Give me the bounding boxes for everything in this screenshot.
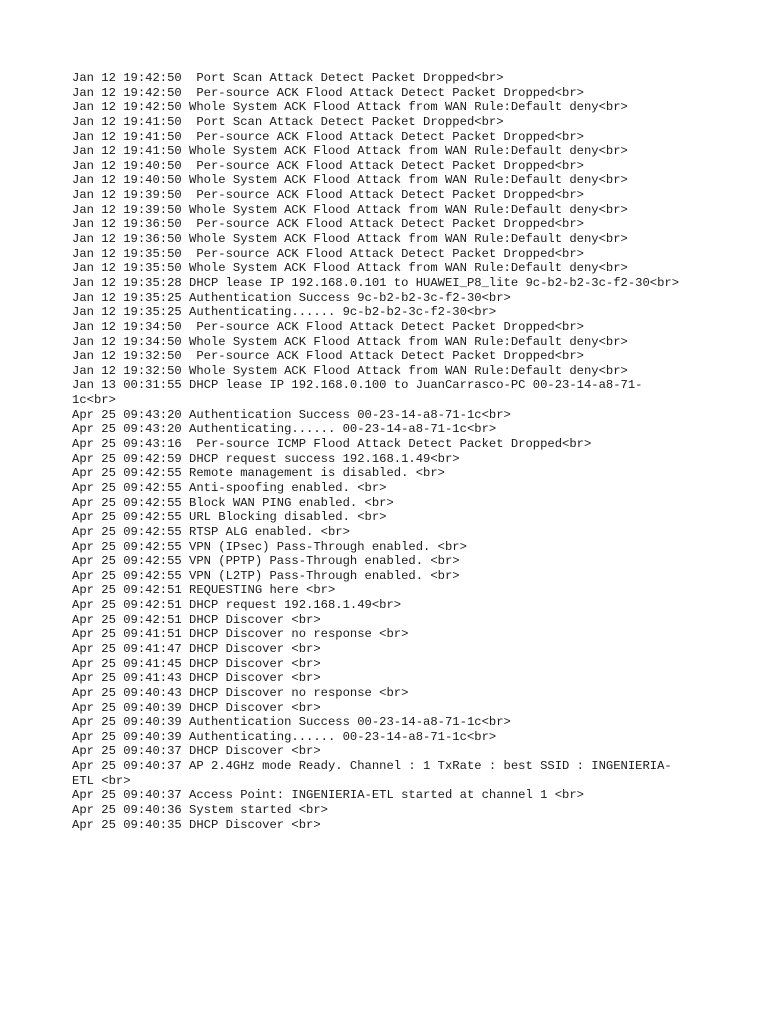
log-line: Jan 12 19:35:28 DHCP lease IP 192.168.0.101 to HUAWEI_P8_lite 9c-b2-b2-3c-f2-30<br>	[72, 275, 680, 290]
log-line: Apr 25 09:42:59 DHCP request success 192.168.1.49<br>	[72, 451, 460, 466]
log-line: Jan 12 19:40:50 Whole System ACK Flood Attack from WAN Rule:Default deny<br>	[72, 173, 628, 188]
system-log-page	[72, 71, 712, 832]
log-line: Apr 25 09:43:20 Authenticating...... 00-23-14-a8-71-1c<br>	[72, 422, 497, 437]
log-line: Apr 25 09:42:55 Anti-spoofing enabled. <br>	[72, 480, 387, 495]
log-line: Apr 25 09:40:35 DHCP Discover <br>	[72, 817, 321, 832]
log-line: Jan 12 19:42:50 Port Scan Attack Detect Packet Dropped<br>	[72, 71, 504, 85]
log-line: Apr 25 09:40:36 System started <br>	[72, 803, 328, 818]
log-line: Jan 12 19:35:25 Authentication Success 9c-b2-b2-3c-f2-30<br>	[72, 290, 511, 305]
log-line: Apr 25 09:42:51 REQUESTING here <br>	[72, 583, 336, 598]
log-line: Apr 25 09:41:45 DHCP Discover <br>	[72, 656, 321, 671]
log-line: Apr 25 09:40:39 Authenticating...... 00-23-14-a8-71-1c<br>	[72, 729, 497, 744]
log-line: Jan 12 19:35:50 Whole System ACK Flood Attack from WAN Rule:Default deny<br>	[72, 261, 628, 276]
log-line: Jan 12 19:34:50 Whole System ACK Flood Attack from WAN Rule:Default deny<br>	[72, 334, 628, 349]
log-line: Apr 25 09:42:55 VPN (PPTP) Pass-Through enabled. <br>	[72, 554, 460, 569]
log-line: Apr 25 09:42:55 RTSP ALG enabled. <br>	[72, 524, 350, 539]
log-line: Apr 25 09:40:39 Authentication Success 00-23-14-a8-71-1c<br>	[72, 715, 511, 730]
log-line: Apr 25 09:40:39 DHCP Discover <br>	[72, 700, 321, 715]
log-line: Jan 12 19:36:50 Per-source ACK Flood Attack Detect Packet Dropped<br>	[72, 217, 584, 232]
log-line: Jan 12 19:32:50 Whole System ACK Flood Attack from WAN Rule:Default deny<br>	[72, 363, 628, 378]
log-line: ETL <br>	[72, 773, 131, 788]
log-line: Jan 12 19:34:50 Per-source ACK Flood Attack Detect Packet Dropped<br>	[72, 319, 584, 334]
log-line: Apr 25 09:43:16 Per-source ICMP Flood Attack Detect Packet Dropped<br>	[72, 437, 592, 452]
log-line: Apr 25 09:40:37 Access Point: INGENIERIA-ETL started at channel 1 <br>	[72, 788, 584, 803]
log-line: Apr 25 09:42:55 URL Blocking disabled. <br>	[72, 510, 387, 525]
log-line: Apr 25 09:42:55 Remote management is disabled. <br>	[72, 466, 445, 481]
log-line: Jan 12 19:41:50 Port Scan Attack Detect Packet Dropped<br>	[72, 114, 504, 129]
log-line: Apr 25 09:41:43 DHCP Discover <br>	[72, 671, 321, 686]
log-line: Apr 25 09:42:55 VPN (IPsec) Pass-Through enabled. <br>	[72, 539, 467, 554]
log-line: Apr 25 09:40:37 AP 2.4GHz mode Ready. Channel : 1 TxRate : best SSID : INGENIERIA-	[72, 759, 672, 774]
log-line: Jan 13 00:31:55 DHCP lease IP 192.168.0.100 to JuanCarrasco-PC 00-23-14-a8-71-	[72, 378, 643, 393]
log-line: Apr 25 09:42:55 VPN (L2TP) Pass-Through enabled. <br>	[72, 568, 460, 583]
log-line: Jan 12 19:39:50 Per-source ACK Flood Attack Detect Packet Dropped<br>	[72, 188, 584, 203]
log-line: Jan 12 19:40:50 Per-source ACK Flood Attack Detect Packet Dropped<br>	[72, 158, 584, 173]
log-line: Apr 25 09:40:43 DHCP Discover no response <br>	[72, 685, 409, 700]
log-line: Apr 25 09:41:51 DHCP Discover no response <br>	[72, 627, 409, 642]
log-line: Jan 12 19:41:50 Per-source ACK Flood Attack Detect Packet Dropped<br>	[72, 129, 584, 144]
log-line: 1c<br>	[72, 393, 116, 408]
log-line: Jan 12 19:35:25 Authenticating...... 9c-b2-b2-3c-f2-30<br>	[72, 305, 497, 320]
log-line: Jan 12 19:42:50 Per-source ACK Flood Attack Detect Packet Dropped<br>	[72, 85, 584, 100]
log-line: Apr 25 09:42:51 DHCP request 192.168.1.49<br>	[72, 598, 402, 613]
log-line: Jan 12 19:35:50 Per-source ACK Flood Attack Detect Packet Dropped<br>	[72, 246, 584, 261]
log-line: Apr 25 09:41:47 DHCP Discover <br>	[72, 641, 321, 656]
log-line: Jan 12 19:42:50 Whole System ACK Flood Attack from WAN Rule:Default deny<br>	[72, 100, 628, 115]
log-line: Apr 25 09:42:51 DHCP Discover <br>	[72, 612, 321, 627]
log-line: Apr 25 09:42:55 Block WAN PING enabled. <br>	[72, 495, 394, 510]
log-line: Jan 12 19:39:50 Whole System ACK Flood Attack from WAN Rule:Default deny<br>	[72, 202, 628, 217]
log-line: Apr 25 09:40:37 DHCP Discover <br>	[72, 744, 321, 759]
log-line: Apr 25 09:43:20 Authentication Success 00-23-14-a8-71-1c<br>	[72, 407, 511, 422]
log-line: Jan 12 19:32:50 Per-source ACK Flood Attack Detect Packet Dropped<br>	[72, 349, 584, 364]
log-line: Jan 12 19:36:50 Whole System ACK Flood Attack from WAN Rule:Default deny<br>	[72, 232, 628, 247]
log-line: Jan 12 19:41:50 Whole System ACK Flood Attack from WAN Rule:Default deny<br>	[72, 144, 628, 159]
